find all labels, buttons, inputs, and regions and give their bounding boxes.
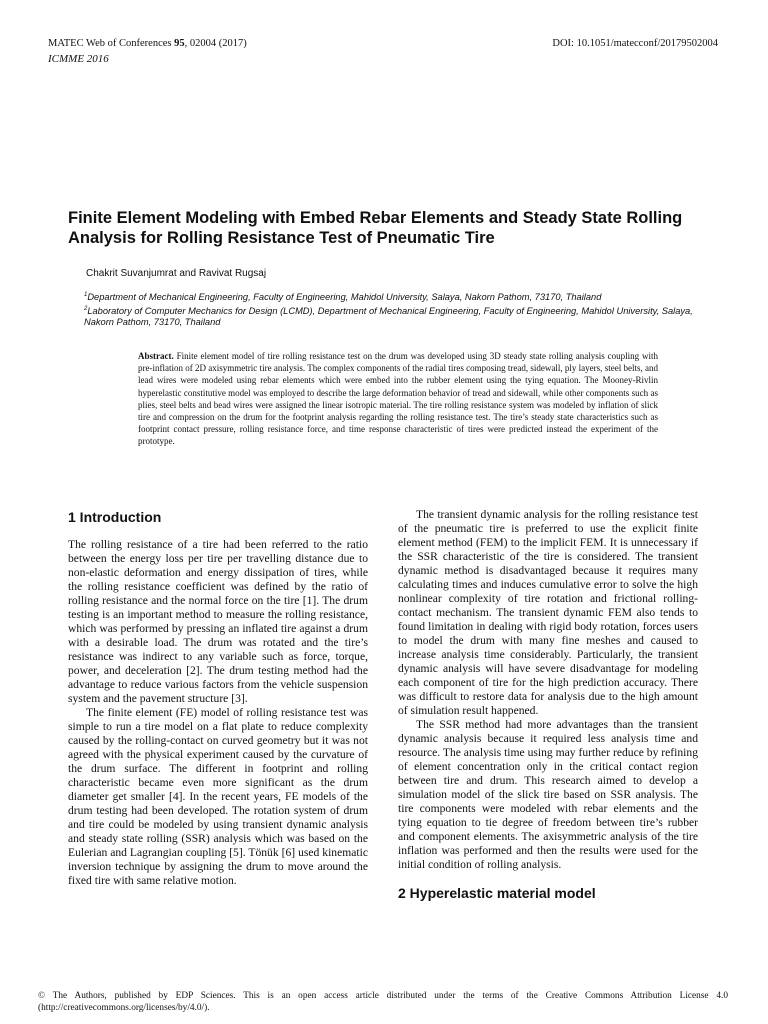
article-number: , 02004 (2017) [184, 38, 247, 49]
paper-title: Finite Element Modeling with Embed Rebar Elements and Steady State Rolling Analysis for Rolling Resistance Test of Pneumatic Tire [68, 209, 683, 247]
affiliations [84, 290, 724, 329]
section-heading-hyperelastic: 2 Hyperelastic material model [398, 885, 596, 901]
paragraph: The transient dynamic analysis for the rolling resistance test of the pneumatic tire is preferred to use the explicit finite element method (FEM) to the implicit FEM. It is unnecessary if the SSR characteristic of the tire is considered. The transient dynamic method is disadvantaged because it requires many calculating times and induces cumulative error to solve the high nonlinear complexity of tire rotation and frictional rolling-contact mechanism. The transient dynamic FEM also tends to found limitation in dealing with rigid body rotation, forces users to model the drum with many fine meshes and caused to increase analysis time considerably. Particularly, the transient dynamic analysis will have severe disadvantage for modeling each component of tire for the high prediction accuracy. There was difficult to restore data for analysis due to the high amount of simulation result happened. [398, 508, 698, 717]
abstract-label: Abstract. [138, 351, 174, 361]
paragraph: The finite element (FE) model of rolling resistance test was simple to run a tire model on a flat plate to reduce complexity caused by the rolling-contact on curved geometry but it was not agreed with the physical experiment caused by the curvature of the drum surface. The different in footprint and rolling characteristic became even more significant as the drum diameter get smaller [4]. In the recent years, FE models of the drum testing had been developed. The rotation system of drum and tire could be modeled by using transient dynamic analysis and steady state rolling (SSR) analysis which was based on the Eulerian and Lagrangian coupling [5]. Tönük [6] used kinematic inversion technique by assigning the drum to move around the fixed tire with same relative motion. [68, 706, 368, 887]
right-column [398, 508, 698, 914]
abstract [138, 350, 658, 448]
affiliation-mark: 1 [84, 292, 88, 298]
conference-name: ICMME 2016 [48, 53, 109, 65]
affiliation-text: Laboratory of Computer Mechanics for Design (LCMD), Department of Mechanical Engineering, Faculty of Engineering, Mahidol University, Salaya, Nakorn Pathom, 73170, Thailand [84, 305, 693, 328]
author-list: Chakrit Suvanjumrat and Ravivat Rugsaj [86, 268, 267, 279]
left-column [68, 508, 368, 888]
journal-name: MATEC Web of Conferences [48, 38, 172, 49]
license-footer: © The Authors, published by EDP Sciences. This is an open access article distributed under the terms of the Creative Commons Attribution License 4.0 (http://creativecommons.org/licenses/by/4.0/). [38, 991, 728, 1013]
affiliation-1 [84, 290, 724, 304]
affiliation-mark: 2 [84, 305, 88, 312]
section-heading-introduction: 1 Introduction [68, 509, 162, 525]
journal-volume: 95 [174, 38, 185, 49]
doi[interactable]: DOI: 10.1051/matecconf/20179502004 [552, 38, 718, 49]
abstract-text: Finite element model of tire rolling resistance test on the drum was developed using 3D steady state rolling analysis coupling with pre-inflation of 2D axisymmetric tire analysis. The complex components of the radial tires composing tread, sidewall, ply layers, steel belts, and lead wires were modeled using rebar elements which were embed into the rubber element using the tying equation. The Mooney-Rivlin hyperelastic constitutive model was employed to describe the large deformation behavior of tread and sidewall, while other components such as plies, steel belts and bead wires were assigned the linear isotropic material. The tire rolling resistance system was modeled by inflation of slick tire and compression on the drum for the footprint analysis regarding the rolling resistance test. The tire’s steady state characteristics such as footprint contact pressure, rolling resistance force, and time response characteristic of tires were predicted instead the experiment of the prototype. [138, 351, 658, 447]
affiliation-text: Department of Mechanical Engineering, Faculty of Engineering, Mahidol University, Salaya, Nakorn Pathom, 73170, Thailand [87, 292, 602, 303]
paragraph: The rolling resistance of a tire had been referred to the ratio between the energy loss per tire per travelling distance due to non-elastic deformation and energy dissipation of tires, while the rolling resistance coefficient was defined by the ratio of rolling resistance and the normal force on the tire [1]. The drum testing is an important method to measure the rolling resistance, which was performed by pressing an inflated tire against a drum with a desirable load. The drum was rotated and the tire’s resistance was indirect to any variable such as force, torque, power, and deceleration [2]. The drum testing method had the advantage to reduce various factors from the vehicle suspension system and the pavement structure [3]. [68, 538, 368, 705]
affiliation-2 [84, 304, 724, 329]
journal-citation [48, 38, 247, 49]
paragraph: The SSR method had more advantages than the transient dynamic analysis because it required less analysis time and resource. The analysis time using may further reduce by refining of element concentration only in the critical contact region between tire and drum. This research aimed to develop a simulation model of the slick tire based on SSR analysis. The tire components were modeled with rebar elements and the tying equation to tie degree of freedom between tire’s rubber and component elements. The axisymmetric analysis of the tire inflation was performed and then the results were used for the initial condition of rolling analysis. [398, 718, 698, 871]
